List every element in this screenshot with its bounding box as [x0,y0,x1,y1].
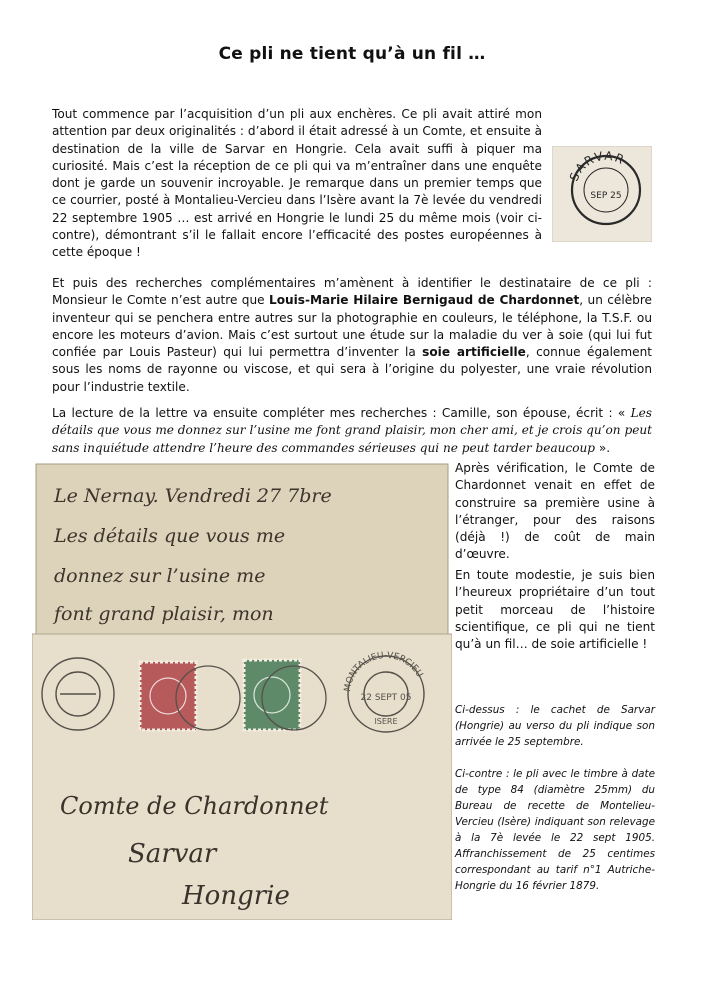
red-stamp [140,662,196,730]
research-paragraph [52,275,652,396]
letter-quote: Les détails que vous me donnez sur l’usine me font grand plaisir, mon cher ami, et je crois qu’on peut sans inquiétude attendre l’heure des commandes sérieuses qui ne peut tarder beaucoup [52,406,652,455]
address-line-3: Hongrie [182,881,290,911]
verification-paragraph: Après vérification, le Comte de Chardonnet venait en effet de construire sa première usine à l’étranger, pour des raisons (déjà !) de coût de main d’œuvre. [455,461,655,562]
artificial-silk-term: soie artificielle [422,345,526,360]
letter-line-2: Les détails que vous me [54,525,286,547]
postmark-office: MONTALIEU-VERCIEU [342,650,425,693]
sarvar-postmark-town: SARVAR [566,148,628,184]
letter-intro: La lecture de la lettre va ensuite compléter mes recherches : Camille, son épouse, écrit : « [52,406,631,420]
caption-sarvar: Ci-dessus : le cachet de Sarvar (Hongrie) au verso du pli indique son arrivée le 25 septembre. [455,704,655,748]
intro-text: Tout commence par l’acquisition d’un pli aux enchères. Ce pli avait attiré mon attention par deux originalités : d’abord il était adressé à un Comte, et ensuite à destination de la ville de Sarvar en Hongrie. Cela avait suffi à piquer ma curiosité. Mais c’est la réception de ce pli qui va m’entraîner dans une enquête dont je garde un souvenir incroyable. Je remarque dans un premier temps que ce courrier, posté à Montalieu-Vercieu dans l’Isère avant la 7è levée du vendredi 22 septembre 1905 … est arrivé en Hongrie le lundi 25 du même mois (voir ci-contre), démontrant s’il le fallait encore l’efficacité des postes européennes à cette époque ! [52,107,542,260]
caption-envelope: Ci-contre : le pli avec le timbre à date de type 84 (diamètre 25mm) du Bureau de recette de Montelieu-Vercieu (Isère) indiquant son relevage à la 7è levée le 22 sept 1905. Affranchissement de 25 centimes correspondant au tarif n°1 Autriche-Hongrie du 16 février 1879. [455,768,655,892]
envelope-and-letter-photo [32,462,452,920]
postmark-region: ISERE [374,717,398,726]
letter-line-1: Le Nernay. Vendredi 27 7bre [54,485,332,507]
address-line-1: Comte de Chardonnet [60,792,329,820]
research-text-a: Et puis des recherches complémentaires m’amènent à identifier le destinataire de ce pli : Monsieur le Comte n’est autre que [52,276,652,308]
page-title: Ce pli ne tient qu’à un fil … [218,44,486,64]
conclusion-paragraph: En toute modestie, je suis bien l’heureux propriétaire d’un tout petit morceau de l’histoire scientifique, ce pli qui ne tient qu’à un fil… de soie artificielle ! [455,568,655,652]
address-line-2: Sarvar [128,839,217,869]
green-stamp [244,660,300,730]
inventor-name: Louis-Marie Hilaire Bernigaud de Chardonnet [268,293,580,308]
sarvar-postmark-photo [552,146,652,242]
research-text-b: , un célèbre inventeur qui se penchera entre autres sur la photographie en couleurs, le téléphone, la T.S.F. ou encore les moteurs d’avion. Mais c’est surtout une étude sur la maladie du ver à soie (qui lui fut confiée par Louis Pasteur) qui lui permettra d’inventer la [52,293,652,360]
intro-paragraph [52,106,652,262]
letter-quote-end: ». [595,440,611,455]
postmark-date: 22 SEPT 05 [360,693,412,703]
letter-paragraph [52,405,652,457]
research-text-c: , connue également sous les noms de rayonne ou viscose, et qui sera à l’origine du polyester, une vraie révolution pour l’industrie textile. [52,345,653,394]
letter-line-3: donnez sur l’usine me [54,565,266,587]
letter-line-4: font grand plaisir, mon [54,603,274,625]
sarvar-postmark-date: SEP 25 [590,191,622,201]
